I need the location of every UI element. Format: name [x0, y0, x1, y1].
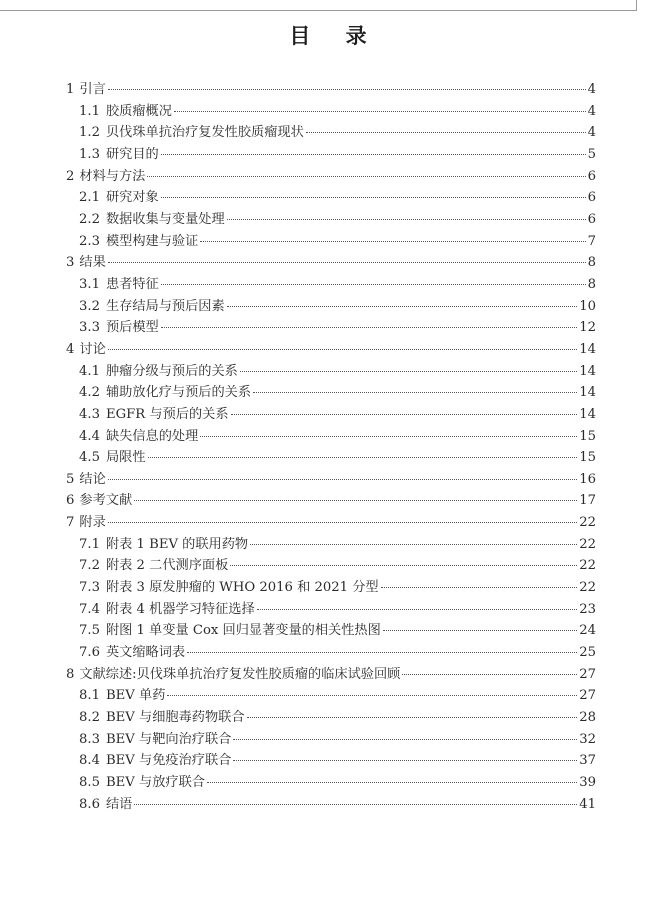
toc-entry-number: 8.2 — [79, 710, 100, 726]
toc-entry-number: 1.2 — [79, 125, 100, 141]
toc-entry-number: 3.2 — [79, 298, 100, 314]
page-title: 目 录 — [289, 24, 381, 48]
dot-leader — [108, 348, 577, 350]
toc-entry-page-number: 41 — [579, 796, 596, 812]
toc-entry-page-number: 7 — [587, 233, 596, 249]
dot-leader — [383, 629, 577, 631]
toc-entry — [66, 707, 596, 729]
toc-entry-label: 附表 4 机器学习特征选择 — [105, 601, 255, 617]
toc-entry — [66, 664, 596, 686]
toc-entry-page-number: 37 — [579, 753, 596, 769]
toc-entry-page-number: 16 — [579, 471, 596, 487]
dot-leader — [134, 803, 577, 805]
toc-entry-label: 附表 2 二代测序面板 — [105, 558, 229, 574]
toc-entry — [66, 772, 596, 794]
toc-entry-page-number: 4 — [587, 82, 596, 97]
toc-entry — [66, 274, 596, 296]
toc-entry-label: EGFR 与预后的关系 — [105, 406, 229, 422]
toc-entry-label: BEV 与免疫治疗联合 — [105, 753, 232, 769]
toc-entry-label: BEV 与靶向治疗联合 — [105, 731, 232, 747]
toc-entry-number: 8.1 — [79, 688, 100, 704]
dot-leader — [108, 478, 577, 480]
dot-leader — [233, 738, 577, 740]
toc-entry-number: 7.1 — [79, 536, 100, 552]
toc-entry-number: 1 — [66, 82, 75, 97]
toc-entry-number: 3.1 — [79, 276, 100, 292]
toc-entry-page-number: 8 — [587, 255, 596, 271]
toc-entry-page-number: 27 — [579, 666, 596, 682]
toc-entry-page-number: 14 — [579, 341, 596, 357]
toc-entry-page-number: 4 — [587, 103, 596, 119]
toc-entry — [66, 361, 596, 383]
dot-leader — [250, 543, 577, 545]
toc-entry-label: 参考文献 — [79, 493, 133, 509]
toc-entry-number: 7.3 — [79, 580, 100, 596]
toc-entry-label: 英文缩略词表 — [105, 645, 186, 661]
toc-entry-label: 结果 — [79, 255, 106, 271]
toc-entry-label: 生存结局与预后因素 — [105, 298, 225, 314]
toc-entry-number: 4.1 — [79, 363, 100, 379]
toc-entry-page-number: 14 — [579, 385, 596, 401]
toc-entry-page-number: 22 — [579, 536, 596, 552]
toc-entry-number: 4.2 — [79, 385, 100, 401]
toc-entry-page-number: 27 — [579, 688, 596, 704]
toc-entry — [66, 794, 596, 816]
toc-entry-page-number: 6 — [587, 168, 596, 184]
toc-entry-label: 讨论 — [79, 341, 106, 357]
toc-entry — [66, 447, 596, 469]
toc-entry — [66, 101, 596, 123]
toc-entry-label: 模型构建与验证 — [105, 233, 199, 249]
toc-entry-number: 8.3 — [79, 731, 100, 747]
toc-entry-label: 附表 1 BEV 的联用药物 — [105, 536, 249, 552]
toc-entry — [66, 750, 596, 772]
toc-entry-label: 肿瘤分级与预后的关系 — [105, 363, 238, 379]
toc-entry-page-number: 25 — [579, 645, 596, 661]
dot-leader — [147, 175, 585, 177]
toc-entry-number: 2.1 — [79, 190, 100, 206]
toc-entry-label: 结语 — [105, 796, 133, 812]
toc-entry — [66, 231, 596, 253]
toc-entry-label: 贝伐珠单抗治疗复发性胶质瘤现状 — [105, 125, 304, 141]
toc-entry-page-number: 14 — [579, 363, 596, 379]
toc-entry-page-number: 22 — [579, 558, 596, 574]
dot-leader — [240, 370, 577, 372]
dot-leader — [227, 305, 578, 307]
toc-entry-page-number: 10 — [579, 298, 596, 314]
toc-entry-label: 引言 — [79, 82, 106, 97]
toc-entry-number: 6 — [66, 493, 75, 509]
page-border — [0, 0, 637, 11]
toc-entry — [66, 166, 596, 188]
toc-entry-number: 2.2 — [79, 211, 100, 227]
toc-entry — [66, 729, 596, 751]
toc-entry-number: 4.4 — [79, 428, 100, 444]
toc-entry-number: 3 — [66, 255, 75, 271]
dot-leader — [161, 326, 577, 328]
toc-entry-label: 结论 — [79, 471, 106, 487]
dot-leader — [207, 781, 577, 783]
toc-entry-page-number: 14 — [579, 406, 596, 422]
toc-entry — [66, 144, 596, 166]
toc-entry-label: 缺失信息的处理 — [105, 428, 199, 444]
toc-entry-number: 8.5 — [79, 775, 100, 790]
dot-leader — [148, 456, 578, 458]
toc-entry-label: BEV 与细胞毒药物联合 — [105, 710, 245, 726]
dot-leader — [230, 564, 577, 566]
dot-leader — [134, 499, 577, 501]
toc-entry — [66, 642, 596, 664]
toc-entry-label: 附录 — [79, 515, 106, 531]
toc-entry-label: 材料与方法 — [79, 168, 146, 184]
toc-entry-number: 1.1 — [79, 103, 100, 119]
toc-entry-label: BEV 单药 — [105, 688, 166, 704]
toc-entry — [66, 296, 596, 318]
toc-entry-label: 患者特征 — [105, 276, 159, 292]
toc-entry-label: 附表 3 原发肿瘤的 WHO 2016 和 2021 分型 — [105, 580, 379, 596]
toc-entry-label: 预后模型 — [105, 320, 159, 336]
toc-entry-number: 4.3 — [79, 406, 100, 422]
dot-leader — [108, 88, 586, 90]
dot-leader — [402, 673, 577, 675]
toc-entry — [66, 122, 596, 144]
toc-entry-label: 辅助放化疗与预后的关系 — [105, 385, 252, 401]
toc-entry-number: 7.4 — [79, 601, 100, 617]
toc-entry-label: 研究对象 — [105, 190, 159, 206]
toc-entry-page-number: 22 — [579, 515, 596, 531]
dot-leader — [174, 110, 586, 112]
toc-entry — [66, 490, 596, 512]
toc-entry-page-number: 4 — [587, 125, 596, 141]
dot-leader — [233, 759, 577, 761]
toc-entry — [66, 252, 596, 274]
dot-leader — [108, 521, 577, 523]
toc-entry — [66, 426, 596, 448]
toc-entry-number: 8.4 — [79, 753, 100, 769]
dot-leader — [253, 391, 577, 393]
toc-entry-page-number: 5 — [587, 146, 596, 162]
toc-entry — [66, 187, 596, 209]
dot-leader — [231, 413, 578, 415]
toc-entry-number: 1.3 — [79, 146, 100, 162]
toc-entry — [66, 339, 596, 361]
dot-leader — [306, 131, 586, 133]
toc-entry-number: 3.3 — [79, 320, 100, 336]
dot-leader — [247, 716, 578, 718]
dot-leader — [108, 261, 586, 263]
dot-leader — [381, 586, 578, 588]
toc-entry-page-number: 15 — [579, 450, 596, 466]
toc-entry — [66, 404, 596, 426]
toc-entry-page-number: 28 — [579, 710, 596, 726]
toc-entry-label: BEV 与放疗联合 — [105, 775, 205, 790]
toc-entry — [66, 209, 596, 231]
toc-entry-number: 8 — [66, 666, 75, 682]
dot-leader — [200, 240, 585, 242]
toc-entry — [66, 599, 596, 621]
toc-entry-number: 4.5 — [79, 450, 100, 466]
toc-entry-label: 研究目的 — [105, 146, 159, 162]
toc-entry-label: 胶质瘤概况 — [105, 103, 172, 119]
toc-entry-page-number: 6 — [587, 211, 596, 227]
toc-entry-number: 8.6 — [79, 796, 100, 812]
toc-entry-page-number: 39 — [579, 775, 596, 790]
toc-entry-page-number: 17 — [579, 493, 596, 509]
toc-entry-label: 数据收集与变量处理 — [105, 211, 225, 227]
toc-entry-number: 7.6 — [79, 645, 100, 661]
dot-leader — [161, 283, 586, 285]
toc-entry-number: 4 — [66, 341, 75, 357]
toc-entry — [66, 685, 596, 707]
dot-leader — [200, 435, 577, 437]
toc-entry — [66, 469, 596, 491]
toc-entry — [66, 620, 596, 642]
table-of-contents — [66, 79, 596, 815]
dot-leader — [161, 153, 586, 155]
toc-entry — [66, 317, 596, 339]
toc-entry-label: 局限性 — [105, 450, 146, 466]
toc-entry-number: 5 — [66, 471, 75, 487]
toc-entry-label: 附图 1 单变量 Cox 回归显著变量的相关性热图 — [105, 623, 381, 639]
toc-entry-page-number: 8 — [587, 276, 596, 292]
toc-entry — [66, 382, 596, 404]
toc-entry — [66, 534, 596, 556]
toc-entry-label: 文献综述:贝伐珠单抗治疗复发性胶质瘤的临床试验回顾 — [79, 666, 401, 682]
toc-entry-page-number: 24 — [579, 623, 596, 639]
toc-entry-page-number: 12 — [579, 320, 596, 336]
dot-leader — [161, 196, 586, 198]
dot-leader — [257, 608, 578, 610]
toc-entry-number: 7.5 — [79, 623, 100, 639]
toc-entry-page-number: 23 — [579, 601, 596, 617]
toc-entry-number: 7.2 — [79, 558, 100, 574]
dot-leader — [167, 694, 577, 696]
toc-entry-page-number: 15 — [579, 428, 596, 444]
toc-entry-number: 7 — [66, 515, 75, 531]
toc-entry-page-number: 6 — [587, 190, 596, 206]
toc-entry-page-number: 22 — [579, 580, 596, 596]
toc-entry-number: 2 — [66, 168, 75, 184]
toc-entry — [66, 79, 596, 101]
toc-entry-page-number: 32 — [579, 731, 596, 747]
toc-entry — [66, 577, 596, 599]
dot-leader — [187, 651, 577, 653]
toc-entry — [66, 555, 596, 577]
toc-entry — [66, 512, 596, 534]
toc-entry-number: 2.3 — [79, 233, 100, 249]
dot-leader — [227, 218, 586, 220]
